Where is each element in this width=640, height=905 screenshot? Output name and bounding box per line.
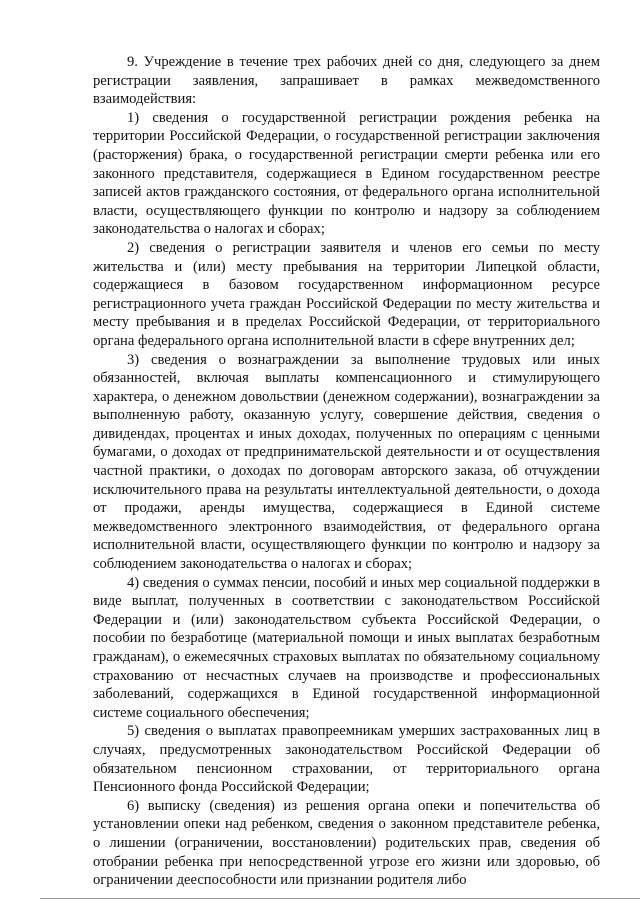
document-body <box>93 53 600 890</box>
paragraph-item-4: 4) сведения о суммах пенсии, пособий и иных мер социальной поддержки в виде выплат, полученных в соответствии с законодательством Российской Федерации и (или) законодательством субъекта Российской Федерации, о пособии по безработице (материальной помощи и иных выплатах безработным гражданам), о ежемесячных страховых выплатах по обязательному социальному страхованию от несчастных случаев на производстве и профессиональных заболеваний, содержащихся в Единой государственной информационной системе социального обеспечения; <box>93 574 600 721</box>
paragraph-item-1: 1) сведения о государственной регистрации рождения ребенка на территории Российской Федерации, о государственной регистрации заключения (расторжения) брака, о государственной регистрации смерти ребенка или его законного представителя, содержащиеся в Едином государственном реестре записей актов гражданского состояния, от федерального органа исполнительной власти, осуществляющего функции по контролю и надзору за соблюдением законодательства о налогах и сборах; <box>93 109 600 238</box>
paragraph-clause-9-intro: 9. Учреждение в течение трех рабочих дней со дня, следующего за днем регистрации заявления, запрашивает в рамках межведомственного взаимодействия: <box>93 54 600 108</box>
paragraph-item-5: 5) сведения о выплатах правопреемникам умерших застрахованных лиц в случаях, предусмотренных законодательством Российской Федерации об обязательном пенсионном страховании, от территориального органа Пенсионного фонда Российской Федерации; <box>93 723 600 796</box>
paragraph-item-3: 3) сведения о вознаграждении за выполнение трудовых или иных обязанностей, включая выплаты компенсационного и стимулирующего характера, о денежном довольствии (денежном содержании), вознаграждении за выполненную работу, оказанную услугу, совершение действия, сведения о дивидендах, процентах и иных доходах, полученных по операциям с ценными бумагами, о доходах от предпринимательской деятельности и от осуществления частной практики, о доходах по договорам авторского заказа, об отчуждении исключительного права на результаты интеллектуальной деятельности, о дохода от продажи, аренды имущества, содержащиеся в Единой системе межведомственного электронного взаимодействия, от федерального органа исполнительной власти, осуществляющего функции по контролю и надзору за соблюдением законодательства о налогах и сборах; <box>93 351 600 573</box>
page-bottom-edge-line <box>40 898 640 899</box>
paragraph-item-2: 2) сведения о регистрации заявителя и членов его семьи по месту жительства и (или) месту пребывания на территории Липецкой области, содержащиеся в базовом государственном информационном ресурсе регистрационного учета граждан Российской Федерации по месту жительства и месту пребывания и в пределах Российской Федерации, от территориального органа федерального органа исполнительной власти в сфере внутренних дел; <box>93 239 600 349</box>
paragraph-item-6: 6) выписку (сведения) из решения органа опеки и попечительства об установлении опеки над ребенком, сведения о законном представителе ребенка, о лишении (ограничении, восстановлении) родительских прав, сведения об отобрании ребенка при непосредственной угрозе его жизни или здоровью, об ограничении дееспособности или признании родителя либо <box>93 797 600 889</box>
